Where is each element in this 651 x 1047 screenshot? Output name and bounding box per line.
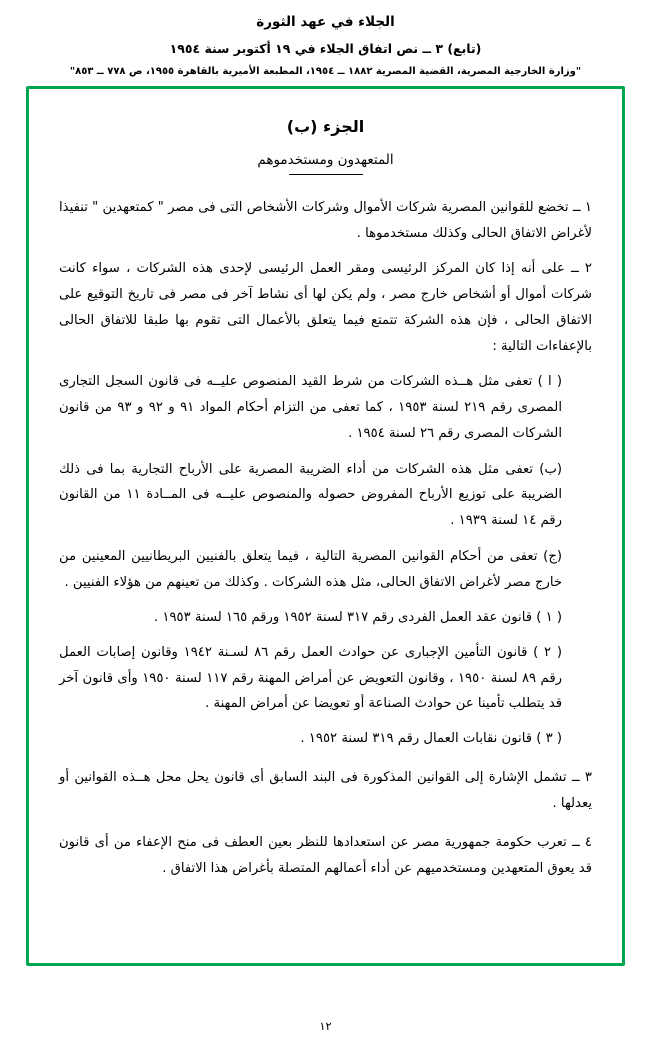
paragraph-item-2-c-3: ( ٣ ) قانون نقابات العمال رقم ٣١٩ لسنة ١٩٥٢ .: [300, 731, 562, 747]
paragraph-item-4: ٤ ــ تعرب حكومة جمهورية مصر عن استعدادها للنظر بعين العطف فى منح الإعفاء من أى قانون قد يعوق المتعهدين ومستخدميهم عن أداء أعمالهم المتصلة بأغراض هذا الاتفاق .: [59, 835, 592, 877]
divider-rule: [289, 174, 363, 175]
paragraph-item-3: ٣ ــ تشمل الإشارة إلى القوانين المذكورة فى البند السابق أى قانون يحل محل هــذه القوانين أو يعدلها .: [59, 769, 592, 811]
bordered-content-frame: [26, 86, 625, 966]
paragraph-item-1: ١ ــ تخضع للقوانين المصرية شركات الأموال وشركات الأشخاص التى فى مصر " كمتعهدين " تنفيذا لأغراض الاتفاق الحالى وكذلك مستخدموها .: [59, 200, 592, 241]
document-subtitle: (تابع) ٣ ــ نص اتفاق الجلاء في ١٩ أكتوبر سنة ١٩٥٤: [169, 41, 482, 56]
paragraph-item-2-c-1: ( ١ ) قانون عقد العمل الفردى رقم ٣١٧ لسنة ١٩٥٢ ورقم ١٦٥ لسنة ١٩٥٣ .: [153, 610, 562, 626]
paragraph-item-2-b: (ب) تعفى مثل هذه الشركات من أداء الضريبة المصرية على الأرباح التجارية بما فى ذلك الضريبة على توزيع الأرباح المفروض حصوله والمنصوص عليــه فى المــادة ١١ من القانون رقم ١٤ لسنة ١٩٣٩ .: [59, 461, 562, 529]
document-title: الجلاء في عهد الثورة: [256, 14, 395, 30]
paragraph-item-2: ٢ ــ على أنه إذا كان المركز الرئيسى ومقر العمل الرئيسى لإحدى هذه الشركات ، سواء كانت شركات أموال أو أشخاص خارج مصر ، ولم يكن لها أى نشاط آخر فى مصر فى تاريخ التوقيع على الاتفاق الحالى ، فإن هذه الشركة تتمتع فيما يتعلق بالأعمال التى تقوم بها طبقا للاتفاق الحالى بالإعفاءات التالية :: [59, 261, 592, 354]
paragraph-item-2-c: (ج) تعفى من أحكام القوانين المصرية التالية ، فيما يتعلق بالفنيين البريطانيين المعينين من خارج مصر لأغراض الاتفاق الحالى، مثل هذه الشركات . وكذلك من تعينهم من هؤلاء الفنيين .: [59, 548, 562, 590]
paragraph-item-2-a: ( ا ) تعفى مثل هــذه الشركات من شرط القيد المنصوص عليــه فى قانون السجل التجارى المصرى رقم ٢١٩ لسنة ١٩٥٣ ، كما تعفى من التزام أحكام المواد ٩١ و ٩٢ و ٩٣ من قانون الشركات المصرى رقم ٢٦ لسنة ١٩٥٤ .: [59, 374, 562, 441]
page-number: ١٢: [319, 1019, 332, 1033]
part-title: الجزء (ب): [286, 117, 365, 136]
page-header: [26, 14, 625, 77]
part-subtitle: المتعهدون ومستخدموهم: [257, 152, 394, 168]
document-source-note: "وزارة الخارجية المصرية، القضية المصرية ١٨٨٢ ــ ١٩٥٤، المطبعة الأميرية بالقاهرة ١٩٥٥، ص ٧٧٨ ــ ٨٥٣": [69, 66, 582, 77]
paragraph-item-2-c-2: ( ٢ ) قانون التأمين الإجبارى عن حوادث العمل رقم ٨٦ لسـنة ١٩٤٢ وقانون إصابات العمل رقم ٨٩ لسنة ١٩٥٠ ، وقانون التعويض عن أمراض المهنة رقم ١١٧ لسنة ١٩٥٠ وأى قانون آخر قد يتطلب تأمينا عن حوادث الصناعة أو تعويضا عن أمراض المهنة .: [59, 645, 563, 712]
